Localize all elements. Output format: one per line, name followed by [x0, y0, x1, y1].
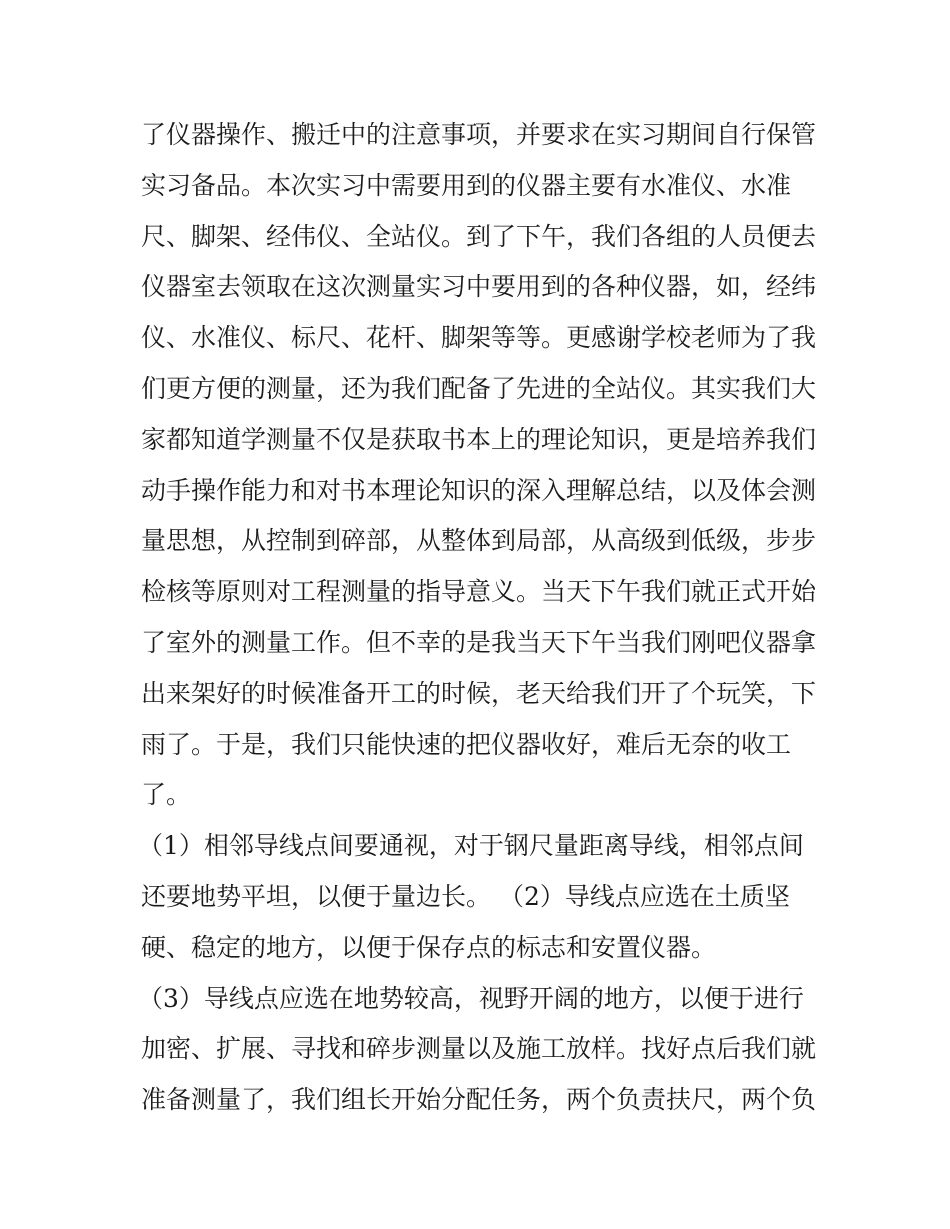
text-line: 出来架好的时候准备开工的时候，老天给我们开了个玩笑，下: [141, 678, 817, 708]
text-line: 家都知道学测量不仅是获取书本上的理论知识，更是培养我们: [141, 424, 817, 454]
text-line: 还要地势平坦，以便于量边长。 （2）导线点应选在土质坚: [141, 881, 790, 911]
text-line: 动手操作能力和对书本理论知识的深入理解总结，以及体会测: [141, 475, 817, 505]
text-line: 仪、水准仪、标尺、花杆、脚架等等。更感谢学校老师为了我: [141, 323, 817, 353]
text-line: 硬、稳定的地方，以便于保存点的标志和安置仪器。: [141, 932, 717, 962]
text-line: 仪器室去领取在这次测量实习中要用到的各种仪器，如，经纬: [141, 272, 817, 302]
text-line: 准备测量了，我们组长开始分配任务，两个负责扶尺，两个负: [141, 1085, 817, 1115]
text-line: 了室外的测量工作。但不幸的是我当天下午当我们刚吧仪器拿: [141, 627, 817, 657]
text-line: 检核等原则对工程测量的指导意义。当天下午我们就正式开始: [141, 577, 817, 607]
text-line: 了仪器操作、搬迁中的注意事项，并要求在实习期间自行保管: [141, 120, 817, 149]
body-text: [138, 110, 821, 1126]
text-line: 雨了。于是，我们只能快速的把仪器收好，难后无奈的收工: [141, 729, 792, 759]
text-line: 量思想，从控制到碎部，从整体到局部，从高级到低级，步步: [141, 526, 817, 556]
list-item-line: （3）导线点应选在地势较高，视野开阔的地方，以便于进行: [138, 983, 804, 1013]
text-line: 尺、脚架、经伟仪、全站仪。到了下午，我们各组的人员便去: [141, 221, 817, 251]
text-line: 了。: [141, 780, 192, 810]
text-line: 加密、扩展、寻找和碎步测量以及施工放样。找好点后我们就: [141, 1034, 817, 1064]
list-item-line: （1）相邻导线点间要通视，对于钢尺量距离导线，相邻点间: [138, 831, 804, 861]
text-line: 们更方便的测量，还为我们配备了先进的全站仪。其实我们大: [141, 373, 817, 403]
text-line: 实习备品。本次实习中需要用到的仪器主要有水准仪、水准: [141, 170, 792, 200]
